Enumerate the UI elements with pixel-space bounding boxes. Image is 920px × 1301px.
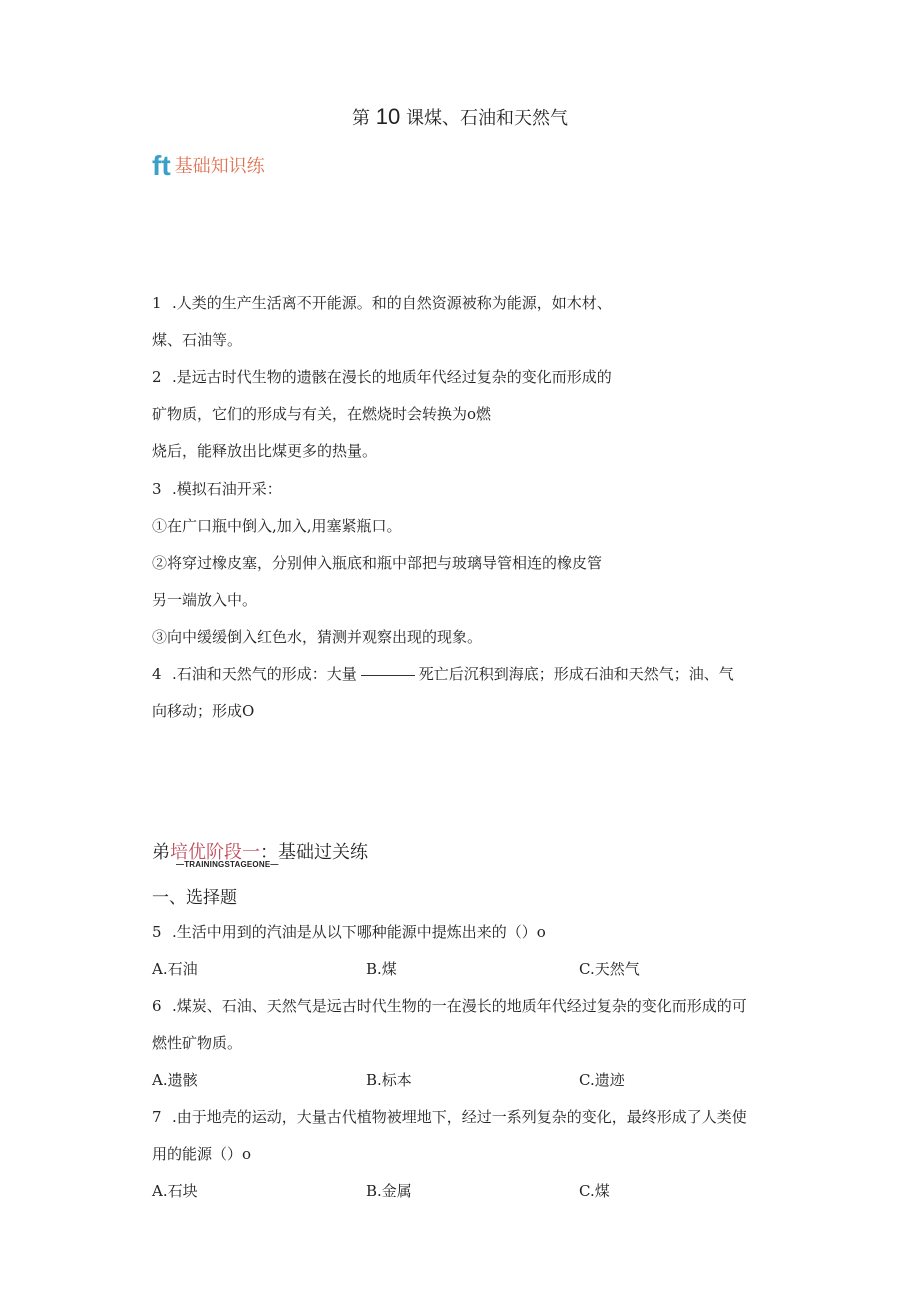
question-4-line-2: 向移动；形成O (152, 702, 255, 720)
q7-option-c: C.煤 (579, 1182, 610, 1200)
question-2-line-1: 2 .是远古时代生物的遗骸在漫长的地质年代经过复杂的变化而形成的 (152, 368, 612, 386)
question-3-line-1: 3 .模拟石油开采： (152, 480, 282, 498)
q7-option-b: B.金属 (366, 1182, 412, 1200)
stage-subtitle: —TRAININGSTAGEONE— (176, 860, 279, 869)
question-3-step-2-cont: 另一端放入中。 (152, 591, 258, 609)
section-heading-basic (152, 150, 265, 182)
q6-option-b: B.标本 (366, 1071, 412, 1089)
question-3-step-3: ③向中缓缓倒入红色水，猜测并观察出现的现象。 (152, 628, 483, 646)
section-label: 基础知识练 (174, 156, 265, 177)
question-1-line-1: 1 .人类的生产生活离不开能源。和的自然资源被称为能源，如木材、 (152, 294, 612, 312)
question-3-step-2: ②将穿过橡皮塞，分别伸入瓶底和瓶中部把与玻璃导管相连的橡皮管 (152, 554, 603, 572)
q5-option-a: A.石油 (152, 960, 198, 978)
question-4-line-1: 4 .石油和天然气的形成：大量 死亡后沉积到海底；形成石油和天然气；油、气 (152, 665, 734, 683)
q6-option-c: C.遗迹 (579, 1071, 625, 1089)
question-7-line-1: 7 .由于地壳的运动，大量古代植物被埋地下，经过一系列复杂的变化，最终形成了人类使 (152, 1108, 747, 1126)
question-7-line-2: 用的能源（）o (152, 1145, 252, 1163)
question-2-line-2: 矿物质，它们的形成与有关，在燃烧时会转换为o燃 (152, 405, 492, 423)
question-6-line-1: 6 .煤炭、石油、天然气是远古时代生物的一在漫长的地质年代经过复杂的变化而形成的可 (152, 997, 747, 1015)
lesson-number: 10 (375, 104, 401, 129)
fill-blank (361, 675, 415, 676)
q5-option-c: C.天然气 (579, 960, 640, 978)
page-title: 第 10 课煤、石油和天然气 (352, 104, 568, 129)
q6-option-a: A.遗骸 (152, 1071, 198, 1089)
question-1-line-2: 煤、石油等。 (152, 331, 243, 349)
q5-option-b: B.煤 (366, 960, 397, 978)
question-2-line-3: 烧后，能释放出比煤更多的热量。 (152, 442, 378, 460)
choice-section-heading: 一、选择题 (152, 888, 237, 908)
question-5: 5 .生活中用到的汽油是从以下哪种能源中提炼出来的（）o (152, 923, 546, 941)
question-6-line-2: 燃性矿物质。 (152, 1034, 243, 1052)
section-icon: ft (152, 150, 171, 181)
question-3-step-1: ①在广口瓶中倒入,加入,用塞紧瓶口。 (152, 517, 402, 535)
q7-option-a: A.石块 (152, 1182, 198, 1200)
stage-heading: 弟培优阶段一：基础过关练 (152, 842, 368, 863)
